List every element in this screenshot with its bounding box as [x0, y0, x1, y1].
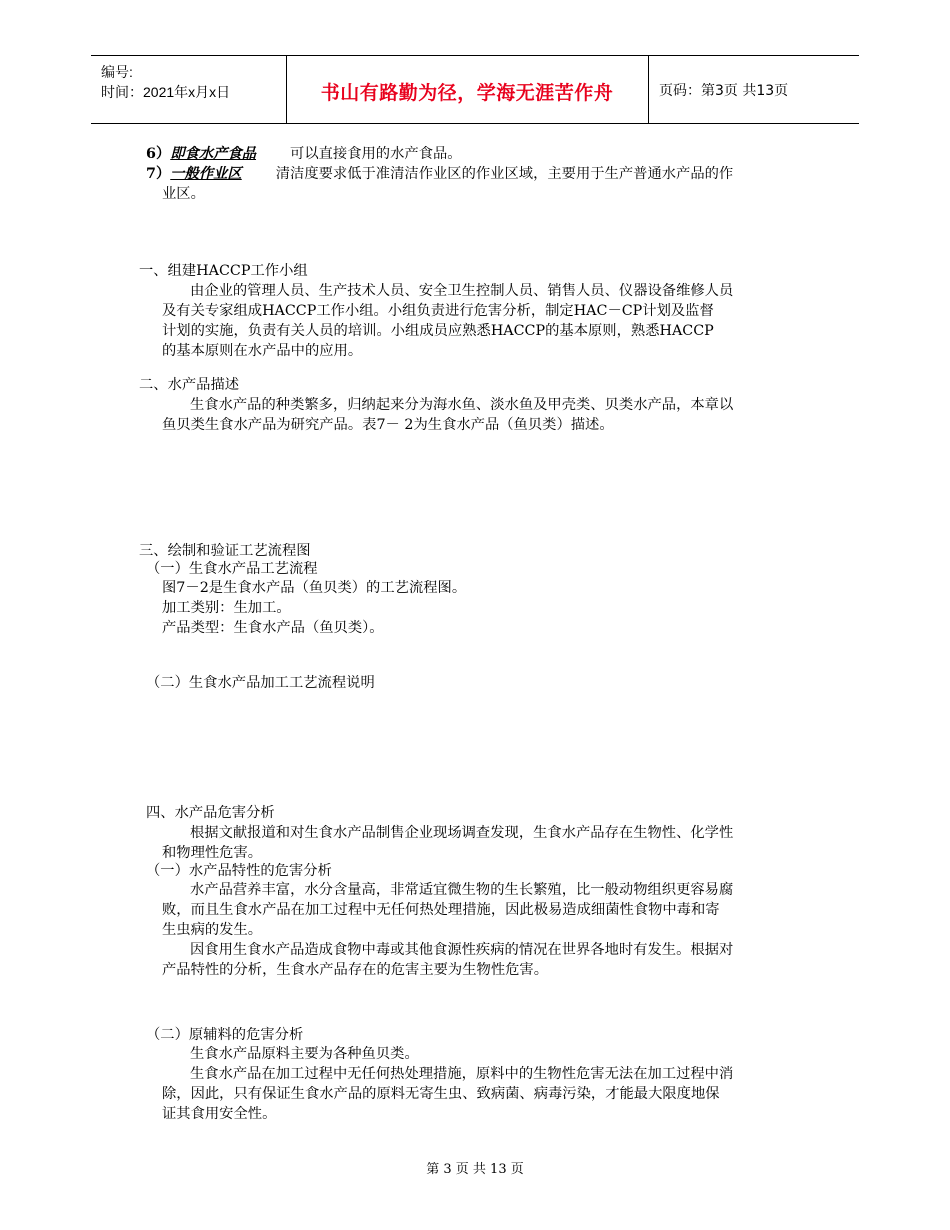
section-heading: 四、水产品危害分析 — [146, 805, 275, 821]
paragraph-line: 计划的实施，负责有关人员的培训。小组成员应熟悉HACCP的基本原则，熟悉HACCP — [162, 323, 714, 339]
paragraph-line: 根据文献报道和对生食水产品制售企业现场调查发现，生食水产品存在生物性、化学性 — [190, 825, 734, 841]
paragraph-line: 生食水产品原料主要为各种鱼贝类。 — [190, 1046, 419, 1062]
paragraph-line: 的基本原则在水产品中的应用。 — [162, 343, 363, 359]
header-divider — [648, 56, 649, 123]
definition-number: 6） — [146, 146, 171, 162]
header-page-label: 页码：第3页 共13页 — [659, 83, 789, 99]
page-footer: 第 3 页 共 13 页 — [426, 1162, 524, 1177]
definition-term: 一般作业区 — [170, 166, 242, 182]
section-heading: 二、水产品描述 — [139, 377, 240, 393]
definition-7 — [146, 164, 733, 184]
paragraph-line: 生虫病的发生。 — [162, 922, 263, 938]
paragraph-line: 除，因此，只有保证生食水产品的原料无寄生虫、致病菌、病毒污染，才能最大限度地保 — [162, 1086, 720, 1102]
header-meta — [101, 62, 230, 102]
section-heading: 一、组建HACCP工作小组 — [139, 263, 308, 279]
paragraph-line: 和物理性危害。 — [162, 845, 263, 861]
paragraph-line: 图7－2是生食水产品（鱼贝类）的工艺流程图。 — [162, 580, 467, 596]
paragraph-line: 因食用生食水产品造成食物中毒或其他食源性疾病的情况在世界各地时有发生。根据对 — [190, 942, 734, 958]
paragraph-line: 产品特性的分析，生食水产品存在的危害主要为生物性危害。 — [162, 962, 549, 978]
doc-time-label: 时间：2021年x月x日 — [101, 84, 231, 100]
definition-desc-cont: 业区。 — [162, 186, 205, 202]
subsection-heading: （二）生食水产品加工工艺流程说明 — [146, 675, 375, 691]
subsection-heading: （一）水产品特性的危害分析 — [146, 863, 332, 879]
definition-number: 7） — [146, 166, 171, 182]
paragraph-line: 生食水产品在加工过程中无任何热处理措施，原料中的生物性危害无法在加工过程中消 — [190, 1066, 734, 1082]
header-motto: 书山有路勤为径，学海无涯苦作舟 — [320, 82, 614, 104]
paragraph-line: 加工类别：生加工。 — [162, 600, 291, 616]
paragraph-line: 证其食用安全性。 — [162, 1106, 277, 1122]
paragraph-line: 产品类型：生食水产品（鱼贝类）。 — [162, 620, 384, 636]
subsection-heading: （一）生食水产品工艺流程 — [146, 561, 318, 577]
doc-number-label: 编号: — [101, 64, 133, 80]
paragraph-line: 由企业的管理人员、生产技术人员、安全卫生控制人员、销售人员、仪器设备维修人员 — [190, 283, 734, 299]
paragraph-line: 生食水产品的种类繁多，归纳起来分为海水鱼、淡水鱼及甲壳类、贝类水产品，本章以 — [190, 397, 734, 413]
definition-term: 即食水产食品 — [170, 146, 257, 162]
section-heading: 三、绘制和验证工艺流程图 — [139, 543, 311, 559]
paragraph-line: 水产品营养丰富，水分含量高，非常适宜微生物的生长繁殖，比一般动物组织更容易腐 — [190, 882, 734, 898]
page-header — [91, 55, 859, 124]
definition-desc: 清洁度要求低于准清洁作业区的作业区域，主要用于生产普通水产品的作 — [275, 166, 734, 182]
paragraph-line: 败，而且生食水产品在加工过程中无任何热处理措施，因此极易造成细菌性食物中毒和寄 — [162, 902, 720, 918]
definition-desc: 可以直接食用的水产食品。 — [290, 146, 462, 162]
paragraph-line: 及有关专家组成HACCP工作小组。小组负责进行危害分析，制定HAC－CP计划及监督 — [162, 303, 714, 319]
definition-6 — [146, 144, 462, 164]
paragraph-line: 鱼贝类生食水产品为研究产品。表7－ 2为生食水产品（鱼贝类）描述。 — [162, 417, 614, 433]
subsection-heading: （二）原辅料的危害分析 — [146, 1027, 304, 1043]
